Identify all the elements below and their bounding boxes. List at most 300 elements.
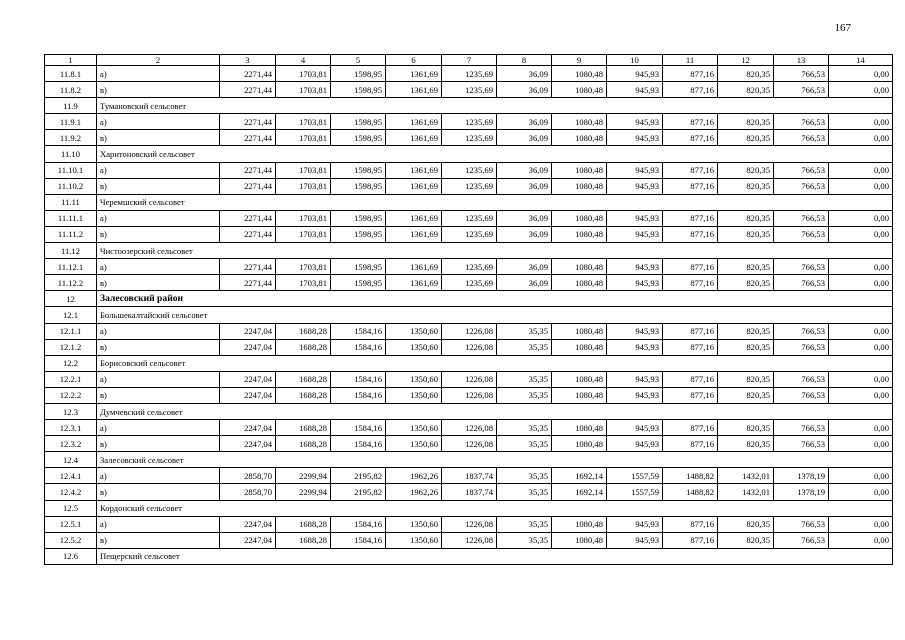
value-cell: 1235,69 <box>442 275 497 291</box>
column-header: 7 <box>442 55 497 66</box>
section-name: Борисовский сельсовет <box>97 355 893 371</box>
value-cell: 1350,60 <box>386 436 442 452</box>
value-cell: 1350,60 <box>386 387 442 403</box>
row-code: 12.3 <box>45 403 97 419</box>
value-cell: 1080,48 <box>552 387 607 403</box>
value-cell: 1584,16 <box>331 436 386 452</box>
column-header: 10 <box>607 55 663 66</box>
value-cell: 1226,08 <box>442 339 497 355</box>
value-cell: 2247,04 <box>220 371 276 387</box>
table-row <box>45 275 893 291</box>
value-cell: 766,53 <box>774 339 829 355</box>
value-cell: 820,35 <box>718 114 774 130</box>
section-row <box>45 548 893 564</box>
row-label: а) <box>97 66 220 82</box>
value-cell: 1235,69 <box>442 178 497 194</box>
column-header: 9 <box>552 55 607 66</box>
value-cell: 1598,95 <box>331 275 386 291</box>
value-cell: 0,00 <box>829 468 893 484</box>
value-cell: 35,35 <box>497 323 552 339</box>
value-cell: 1584,16 <box>331 516 386 532</box>
value-cell: 766,53 <box>774 114 829 130</box>
value-cell: 1080,48 <box>552 275 607 291</box>
value-cell: 1226,08 <box>442 371 497 387</box>
column-header: 5 <box>331 55 386 66</box>
value-cell: 1226,08 <box>442 436 497 452</box>
value-cell: 2858,70 <box>220 468 276 484</box>
value-cell: 945,93 <box>607 259 663 275</box>
value-cell: 1350,60 <box>386 323 442 339</box>
value-cell: 1432,01 <box>718 484 774 500</box>
value-cell: 1584,16 <box>331 387 386 403</box>
value-cell: 766,53 <box>774 162 829 178</box>
column-header: 13 <box>774 55 829 66</box>
value-cell: 1361,69 <box>386 226 442 242</box>
row-code: 12.2.2 <box>45 387 97 403</box>
value-cell: 877,16 <box>663 323 718 339</box>
value-cell: 1432,01 <box>718 468 774 484</box>
value-cell: 0,00 <box>829 114 893 130</box>
value-cell: 0,00 <box>829 532 893 548</box>
value-cell: 1598,95 <box>331 259 386 275</box>
value-cell: 1361,69 <box>386 114 442 130</box>
section-row <box>45 403 893 419</box>
value-cell: 2271,44 <box>220 130 276 146</box>
value-cell: 820,35 <box>718 339 774 355</box>
value-cell: 766,53 <box>774 532 829 548</box>
section-row <box>45 307 893 323</box>
column-header: 3 <box>220 55 276 66</box>
value-cell: 2858,70 <box>220 484 276 500</box>
value-cell: 1703,81 <box>276 275 331 291</box>
value-cell: 1361,69 <box>386 130 442 146</box>
value-cell: 1226,08 <box>442 420 497 436</box>
value-cell: 766,53 <box>774 387 829 403</box>
header-row <box>45 55 893 66</box>
value-cell: 1688,28 <box>276 339 331 355</box>
value-cell: 2271,44 <box>220 226 276 242</box>
tariff-table <box>44 54 893 565</box>
value-cell: 2299,94 <box>276 484 331 500</box>
row-label: в) <box>97 130 220 146</box>
row-code: 11.10 <box>45 146 97 162</box>
table-row <box>45 130 893 146</box>
row-code: 12.3.1 <box>45 420 97 436</box>
value-cell: 1703,81 <box>276 114 331 130</box>
value-cell: 36,09 <box>497 82 552 98</box>
value-cell: 1361,69 <box>386 178 442 194</box>
row-label: в) <box>97 275 220 291</box>
value-cell: 1598,95 <box>331 162 386 178</box>
value-cell: 945,93 <box>607 275 663 291</box>
value-cell: 1080,48 <box>552 210 607 226</box>
value-cell: 2271,44 <box>220 66 276 82</box>
table-row <box>45 420 893 436</box>
value-cell: 36,09 <box>497 275 552 291</box>
row-label: в) <box>97 387 220 403</box>
value-cell: 877,16 <box>663 339 718 355</box>
value-cell: 2271,44 <box>220 162 276 178</box>
row-label: а) <box>97 114 220 130</box>
value-cell: 1235,69 <box>442 226 497 242</box>
value-cell: 2247,04 <box>220 532 276 548</box>
value-cell: 820,35 <box>718 516 774 532</box>
section-row <box>45 146 893 162</box>
value-cell: 0,00 <box>829 259 893 275</box>
value-cell: 766,53 <box>774 371 829 387</box>
section-row <box>45 194 893 210</box>
value-cell: 766,53 <box>774 516 829 532</box>
row-code: 12 <box>45 291 97 307</box>
row-code: 12.4.2 <box>45 484 97 500</box>
table-row <box>45 162 893 178</box>
value-cell: 2247,04 <box>220 420 276 436</box>
value-cell: 1703,81 <box>276 130 331 146</box>
value-cell: 1962,26 <box>386 484 442 500</box>
value-cell: 1080,48 <box>552 420 607 436</box>
column-header: 11 <box>663 55 718 66</box>
value-cell: 1350,60 <box>386 339 442 355</box>
value-cell: 877,16 <box>663 420 718 436</box>
value-cell: 35,35 <box>497 387 552 403</box>
value-cell: 877,16 <box>663 82 718 98</box>
value-cell: 1080,48 <box>552 178 607 194</box>
value-cell: 1688,28 <box>276 436 331 452</box>
value-cell: 945,93 <box>607 226 663 242</box>
value-cell: 820,35 <box>718 178 774 194</box>
row-code: 11.10.1 <box>45 162 97 178</box>
value-cell: 35,35 <box>497 484 552 500</box>
value-cell: 877,16 <box>663 387 718 403</box>
value-cell: 2271,44 <box>220 114 276 130</box>
value-cell: 877,16 <box>663 516 718 532</box>
value-cell: 1080,48 <box>552 259 607 275</box>
row-label: а) <box>97 323 220 339</box>
value-cell: 35,35 <box>497 420 552 436</box>
row-code: 11.10.2 <box>45 178 97 194</box>
row-code: 11.11.2 <box>45 226 97 242</box>
row-code: 12.5.1 <box>45 516 97 532</box>
value-cell: 1703,81 <box>276 259 331 275</box>
value-cell: 1584,16 <box>331 532 386 548</box>
value-cell: 35,35 <box>497 371 552 387</box>
tariff-table-container <box>44 54 892 565</box>
value-cell: 877,16 <box>663 66 718 82</box>
value-cell: 1226,08 <box>442 516 497 532</box>
value-cell: 2247,04 <box>220 339 276 355</box>
section-name: Думчевский сельсовет <box>97 403 893 419</box>
value-cell: 1688,28 <box>276 387 331 403</box>
value-cell: 0,00 <box>829 82 893 98</box>
value-cell: 766,53 <box>774 178 829 194</box>
value-cell: 2247,04 <box>220 387 276 403</box>
value-cell: 820,35 <box>718 162 774 178</box>
value-cell: 35,35 <box>497 516 552 532</box>
value-cell: 877,16 <box>663 371 718 387</box>
value-cell: 1350,60 <box>386 532 442 548</box>
value-cell: 36,09 <box>497 66 552 82</box>
value-cell: 766,53 <box>774 259 829 275</box>
table-row <box>45 66 893 82</box>
value-cell: 1703,81 <box>276 66 331 82</box>
value-cell: 1598,95 <box>331 82 386 98</box>
value-cell: 820,35 <box>718 259 774 275</box>
row-code: 11.12.1 <box>45 259 97 275</box>
value-cell: 1080,48 <box>552 323 607 339</box>
value-cell: 766,53 <box>774 323 829 339</box>
value-cell: 877,16 <box>663 130 718 146</box>
value-cell: 945,93 <box>607 178 663 194</box>
row-code: 12.2 <box>45 355 97 371</box>
value-cell: 1080,48 <box>552 436 607 452</box>
value-cell: 1235,69 <box>442 162 497 178</box>
value-cell: 36,09 <box>497 226 552 242</box>
row-code: 12.3.2 <box>45 436 97 452</box>
value-cell: 1080,48 <box>552 162 607 178</box>
value-cell: 1235,69 <box>442 114 497 130</box>
value-cell: 945,93 <box>607 371 663 387</box>
value-cell: 820,35 <box>718 130 774 146</box>
value-cell: 766,53 <box>774 210 829 226</box>
value-cell: 945,93 <box>607 387 663 403</box>
value-cell: 1584,16 <box>331 420 386 436</box>
table-row <box>45 82 893 98</box>
section-row <box>45 452 893 468</box>
value-cell: 0,00 <box>829 130 893 146</box>
row-label: в) <box>97 339 220 355</box>
row-label: в) <box>97 436 220 452</box>
value-cell: 0,00 <box>829 420 893 436</box>
value-cell: 0,00 <box>829 436 893 452</box>
value-cell: 945,93 <box>607 532 663 548</box>
value-cell: 945,93 <box>607 82 663 98</box>
value-cell: 1837,74 <box>442 484 497 500</box>
row-code: 11.12.2 <box>45 275 97 291</box>
value-cell: 2247,04 <box>220 516 276 532</box>
value-cell: 1598,95 <box>331 114 386 130</box>
value-cell: 0,00 <box>829 162 893 178</box>
row-label: а) <box>97 468 220 484</box>
row-code: 12.1.2 <box>45 339 97 355</box>
row-code: 12.4 <box>45 452 97 468</box>
value-cell: 1080,48 <box>552 66 607 82</box>
value-cell: 820,35 <box>718 436 774 452</box>
value-cell: 766,53 <box>774 436 829 452</box>
table-row <box>45 387 893 403</box>
value-cell: 820,35 <box>718 210 774 226</box>
row-label: в) <box>97 178 220 194</box>
section-name: Большекалтайский сельсовет <box>97 307 893 323</box>
value-cell: 820,35 <box>718 420 774 436</box>
value-cell: 0,00 <box>829 66 893 82</box>
column-header: 4 <box>276 55 331 66</box>
row-label: а) <box>97 162 220 178</box>
value-cell: 2247,04 <box>220 436 276 452</box>
value-cell: 0,00 <box>829 339 893 355</box>
value-cell: 1598,95 <box>331 66 386 82</box>
value-cell: 1703,81 <box>276 210 331 226</box>
value-cell: 1703,81 <box>276 82 331 98</box>
value-cell: 1361,69 <box>386 259 442 275</box>
value-cell: 1598,95 <box>331 226 386 242</box>
value-cell: 1703,81 <box>276 226 331 242</box>
value-cell: 1080,48 <box>552 114 607 130</box>
column-header: 8 <box>497 55 552 66</box>
value-cell: 945,93 <box>607 210 663 226</box>
value-cell: 1235,69 <box>442 82 497 98</box>
value-cell: 1837,74 <box>442 468 497 484</box>
row-label: в) <box>97 226 220 242</box>
value-cell: 1584,16 <box>331 371 386 387</box>
value-cell: 820,35 <box>718 275 774 291</box>
value-cell: 945,93 <box>607 66 663 82</box>
value-cell: 2271,44 <box>220 210 276 226</box>
value-cell: 945,93 <box>607 420 663 436</box>
value-cell: 945,93 <box>607 436 663 452</box>
row-code: 11.9.2 <box>45 130 97 146</box>
value-cell: 1584,16 <box>331 339 386 355</box>
value-cell: 766,53 <box>774 275 829 291</box>
value-cell: 35,35 <box>497 532 552 548</box>
row-code: 12.1 <box>45 307 97 323</box>
value-cell: 1350,60 <box>386 420 442 436</box>
value-cell: 0,00 <box>829 323 893 339</box>
value-cell: 945,93 <box>607 516 663 532</box>
value-cell: 1557,59 <box>607 468 663 484</box>
row-label: а) <box>97 516 220 532</box>
section-name: Кордонский сельсовет <box>97 500 893 516</box>
value-cell: 820,35 <box>718 82 774 98</box>
row-label: в) <box>97 82 220 98</box>
section-row <box>45 243 893 259</box>
value-cell: 1226,08 <box>442 532 497 548</box>
value-cell: 2195,82 <box>331 484 386 500</box>
value-cell: 1080,48 <box>552 82 607 98</box>
value-cell: 1378,19 <box>774 484 829 500</box>
value-cell: 766,53 <box>774 420 829 436</box>
value-cell: 1080,48 <box>552 339 607 355</box>
value-cell: 1703,81 <box>276 162 331 178</box>
value-cell: 820,35 <box>718 66 774 82</box>
value-cell: 877,16 <box>663 436 718 452</box>
table-row <box>45 114 893 130</box>
value-cell: 2271,44 <box>220 259 276 275</box>
value-cell: 1361,69 <box>386 66 442 82</box>
section-name: Харитоновский сельсовет <box>97 146 893 162</box>
page-number: 167 <box>834 22 851 34</box>
value-cell: 1080,48 <box>552 130 607 146</box>
row-code: 11.11.1 <box>45 210 97 226</box>
value-cell: 1584,16 <box>331 323 386 339</box>
value-cell: 0,00 <box>829 275 893 291</box>
table-row <box>45 259 893 275</box>
row-label: в) <box>97 532 220 548</box>
table-row <box>45 178 893 194</box>
value-cell: 1688,28 <box>276 323 331 339</box>
table-row <box>45 210 893 226</box>
column-header: 14 <box>829 55 893 66</box>
value-cell: 35,35 <box>497 468 552 484</box>
row-label: а) <box>97 420 220 436</box>
value-cell: 1688,28 <box>276 420 331 436</box>
value-cell: 945,93 <box>607 323 663 339</box>
section-name: Залесовский сельсовет <box>97 452 893 468</box>
value-cell: 2299,94 <box>276 468 331 484</box>
section-row <box>45 98 893 114</box>
row-code: 11.11 <box>45 194 97 210</box>
district-name: Залесовский район <box>97 291 893 307</box>
value-cell: 2247,04 <box>220 323 276 339</box>
section-row <box>45 500 893 516</box>
value-cell: 877,16 <box>663 178 718 194</box>
value-cell: 877,16 <box>663 532 718 548</box>
column-header: 6 <box>386 55 442 66</box>
value-cell: 36,09 <box>497 178 552 194</box>
value-cell: 1226,08 <box>442 323 497 339</box>
table-row <box>45 371 893 387</box>
value-cell: 36,09 <box>497 162 552 178</box>
value-cell: 1350,60 <box>386 371 442 387</box>
value-cell: 1692,14 <box>552 468 607 484</box>
value-cell: 877,16 <box>663 275 718 291</box>
table-row <box>45 226 893 242</box>
row-code: 12.4.1 <box>45 468 97 484</box>
value-cell: 1962,26 <box>386 468 442 484</box>
district-row <box>45 291 893 307</box>
column-header: 12 <box>718 55 774 66</box>
value-cell: 36,09 <box>497 259 552 275</box>
value-cell: 1235,69 <box>442 210 497 226</box>
value-cell: 35,35 <box>497 436 552 452</box>
value-cell: 1226,08 <box>442 387 497 403</box>
row-label: а) <box>97 259 220 275</box>
value-cell: 945,93 <box>607 339 663 355</box>
value-cell: 0,00 <box>829 387 893 403</box>
value-cell: 0,00 <box>829 371 893 387</box>
row-code: 11.12 <box>45 243 97 259</box>
value-cell: 820,35 <box>718 226 774 242</box>
value-cell: 1361,69 <box>386 210 442 226</box>
value-cell: 1688,28 <box>276 516 331 532</box>
value-cell: 2271,44 <box>220 275 276 291</box>
row-code: 12.5.2 <box>45 532 97 548</box>
value-cell: 820,35 <box>718 532 774 548</box>
table-row <box>45 484 893 500</box>
row-label: а) <box>97 371 220 387</box>
row-code: 12.2.1 <box>45 371 97 387</box>
value-cell: 820,35 <box>718 387 774 403</box>
value-cell: 1598,95 <box>331 178 386 194</box>
value-cell: 1703,81 <box>276 178 331 194</box>
value-cell: 766,53 <box>774 82 829 98</box>
row-code: 11.9.1 <box>45 114 97 130</box>
value-cell: 35,35 <box>497 339 552 355</box>
value-cell: 2271,44 <box>220 82 276 98</box>
row-label: в) <box>97 484 220 500</box>
value-cell: 1080,48 <box>552 516 607 532</box>
value-cell: 1235,69 <box>442 66 497 82</box>
table-row <box>45 468 893 484</box>
section-name: Чистоозерский сельсовет <box>97 243 893 259</box>
value-cell: 0,00 <box>829 516 893 532</box>
value-cell: 766,53 <box>774 66 829 82</box>
value-cell: 1692,14 <box>552 484 607 500</box>
value-cell: 1688,28 <box>276 371 331 387</box>
value-cell: 0,00 <box>829 178 893 194</box>
value-cell: 1080,48 <box>552 226 607 242</box>
row-code: 12.1.1 <box>45 323 97 339</box>
value-cell: 1688,28 <box>276 532 331 548</box>
